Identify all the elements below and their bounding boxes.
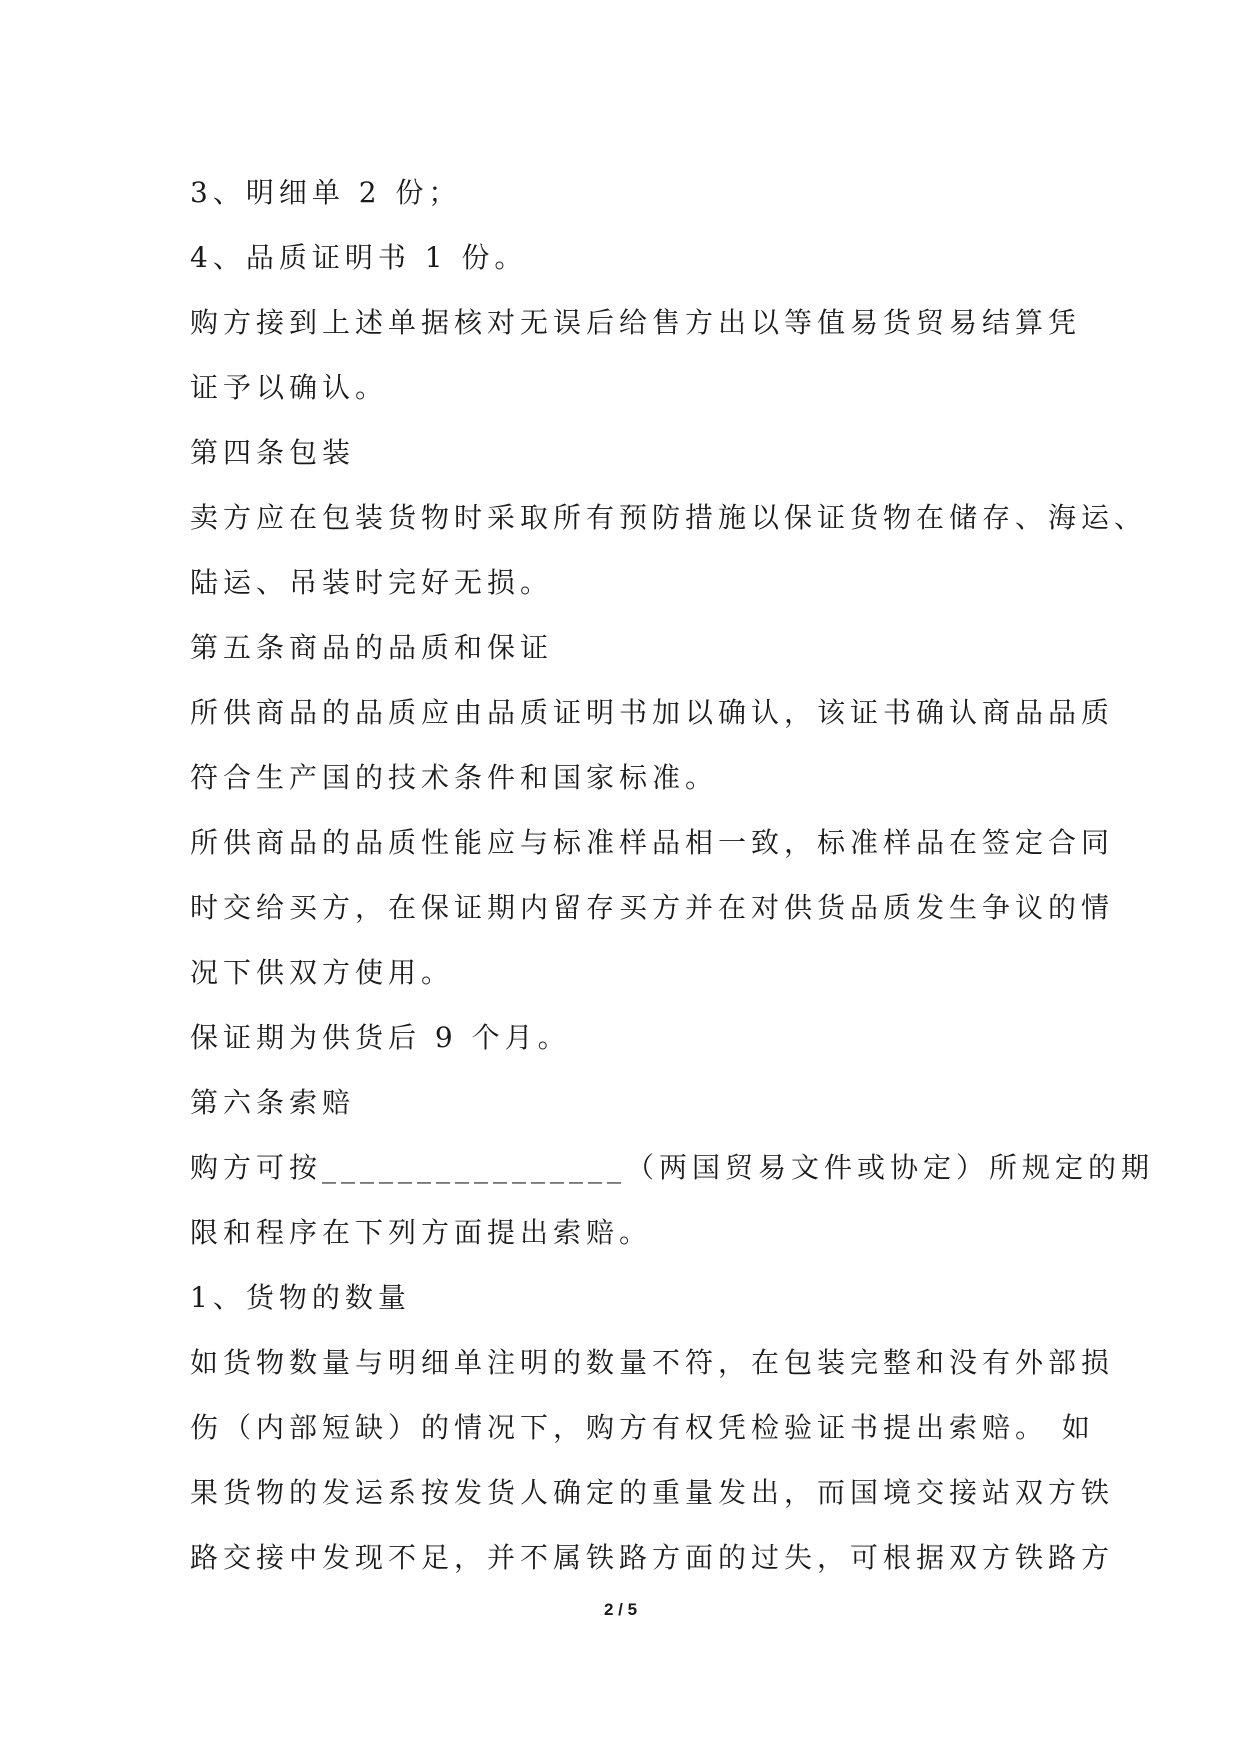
list-item-3: 3、明细单 2 份；: [190, 176, 462, 209]
list-item-4: 4、品质证明书 1 份。: [190, 241, 528, 274]
paragraph-line: 符合生产国的技术条件和国家标准。: [190, 761, 719, 794]
section-heading-article-6: 第六条索赔: [190, 1086, 356, 1119]
page-number: 2 / 5: [603, 1600, 638, 1619]
paragraph-line: 购方可按________________（两国贸易文件或协定）所规定的期: [190, 1151, 1155, 1184]
paragraph-line: 如货物数量与明细单注明的数量不符，在包装完整和没有外部损: [190, 1346, 1115, 1379]
section-heading-article-4: 第四条包装: [190, 436, 356, 469]
paragraph-line: 时交给买方，在保证期内留存买方并在对供货品质发生争议的情: [190, 891, 1115, 924]
paragraph-line: 限和程序在下列方面提出索赔。: [190, 1216, 653, 1249]
paragraph-line: 所供商品的品质应由品质证明书加以确认，该证书确认商品品质: [190, 696, 1115, 729]
paragraph-line: 卖方应在包装货物时采取所有预防措施以保证货物在储存、海运、: [190, 501, 1148, 534]
paragraph-line: 所供商品的品质性能应与标准样品相一致，标准样品在签定合同: [190, 826, 1115, 859]
paragraph-line: 保证期为供货后 9 个月。: [190, 1021, 571, 1054]
paragraph-line: 证予以确认。: [190, 371, 389, 404]
paragraph-line: 果货物的发运系按发货人确定的重量发出，而国境交接站双方铁: [190, 1476, 1115, 1509]
paragraph-line: 购方接到上述单据核对无误后给售方出以等值易货贸易结算凭: [190, 306, 1082, 339]
document-body: [190, 160, 1155, 1590]
section-heading-article-5: 第五条商品的品质和保证: [190, 631, 554, 664]
paragraph-line: 陆运、吊装时完好无损。: [190, 566, 554, 599]
paragraph-line: 路交接中发现不足，并不属铁路方面的过失，可根据双方铁路方: [190, 1541, 1115, 1574]
paragraph-line: 况下供双方使用。: [190, 956, 455, 989]
paragraph-line: 伤（内部短缺）的情况下，购方有权凭检验证书提出索赔。 如: [190, 1411, 1095, 1444]
list-item-1: 1、货物的数量: [190, 1281, 411, 1314]
